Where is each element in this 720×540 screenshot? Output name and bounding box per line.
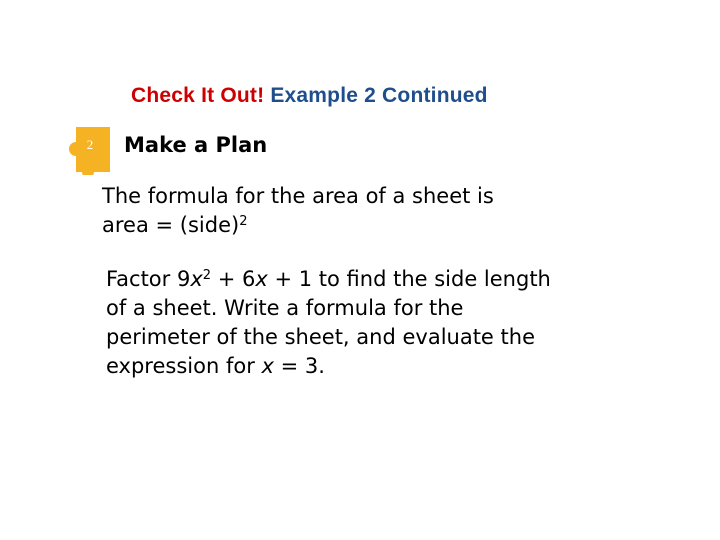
- variable: x: [255, 267, 268, 291]
- paragraph-line: [102, 211, 494, 240]
- instruction-paragraph: [106, 265, 551, 381]
- paragraph-line: perimeter of the sheet, and evaluate the: [106, 325, 535, 349]
- area-formula-paragraph: [102, 182, 494, 240]
- variable: x: [190, 267, 203, 291]
- title-main: Example 2 Continued: [270, 84, 488, 107]
- paragraph-line: of a sheet. Write a formula for the: [106, 296, 464, 320]
- title-prefix: Check It Out!: [131, 84, 265, 107]
- area-formula-text: area = (side): [102, 213, 240, 237]
- step-number: 2: [86, 137, 94, 152]
- paragraph-line: [106, 352, 551, 381]
- step-label: Make a Plan: [124, 133, 268, 157]
- variable: x: [261, 354, 274, 378]
- paragraph-line: The formula for the area of a sheet is: [102, 184, 494, 208]
- slide-title: [131, 84, 601, 108]
- paragraph-line: [106, 265, 551, 294]
- text-run: Factor 9: [106, 267, 191, 291]
- text-run: + 1 to find the side length: [267, 267, 551, 291]
- text-run: expression for: [106, 354, 262, 378]
- text-run: + 6: [211, 267, 256, 291]
- exponent: 2: [202, 268, 212, 283]
- exponent: 2: [239, 214, 248, 229]
- text-run: = 3.: [273, 354, 325, 378]
